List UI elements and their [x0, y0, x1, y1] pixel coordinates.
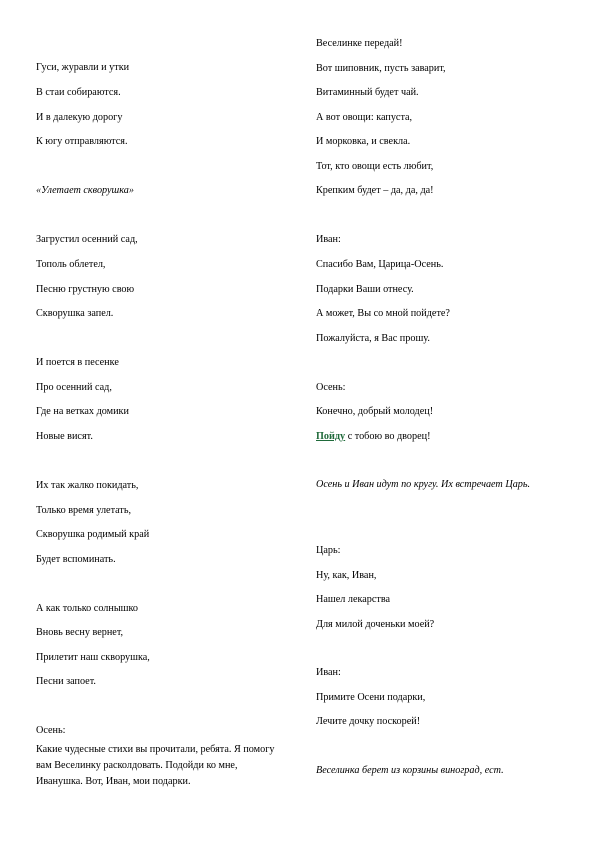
- poem-line: Тот, кто овощи есть любит,: [316, 161, 434, 172]
- link-poidu[interactable]: Пойду: [316, 431, 346, 442]
- poem-line: И поется в песенке: [36, 357, 119, 368]
- poem-line: Где на ветках домики: [36, 406, 129, 417]
- poem-line: Скворушка запел.: [36, 308, 114, 319]
- poem-line: Скворушка родимый край: [36, 529, 150, 540]
- poem-line: Примите Осени подарки,: [316, 692, 426, 703]
- poem-line: Для милой доченьки моей?: [316, 619, 435, 630]
- speaker-label: Осень:: [36, 725, 66, 736]
- poem-line: Их так жалко покидать,: [36, 480, 139, 491]
- poem-line: Крепким будет – да, да, да!: [316, 185, 434, 196]
- poem-line: Песню грустную свою: [36, 284, 135, 295]
- poem-line: Будет вспоминать.: [36, 554, 116, 565]
- poem-line-rest: с тобою во дворец!: [345, 431, 431, 442]
- poem-line: Вот шиповник, пусть заварит,: [316, 63, 446, 74]
- poem-title: «Улетает скворушка»: [36, 185, 134, 196]
- poem-line: Пожалуйста, я Вас прошу.: [316, 333, 430, 344]
- poem-line: Витаминный будет чай.: [316, 87, 419, 98]
- poem-line-with-link: [316, 431, 430, 443]
- poem-line: Про осенний сад,: [36, 382, 112, 393]
- poem-line: Нашел лекарства: [316, 594, 391, 605]
- poem-line: Песни запоет.: [36, 676, 96, 687]
- poem-line: Только время улетать,: [36, 505, 132, 516]
- poem-line: Веселинке передай!: [316, 38, 403, 49]
- poem-line: Тополь облетел,: [36, 259, 106, 270]
- speaker-label: Иван:: [316, 667, 341, 678]
- poem-line: А как только солнышко: [36, 603, 139, 614]
- poem-line: Подарки Ваши отнесу.: [316, 284, 414, 295]
- speaker-label: Царь:: [316, 545, 341, 556]
- poem-line: В стаи собираются.: [36, 87, 121, 98]
- poem-line: А вот овощи: капуста,: [316, 112, 413, 123]
- speaker-label: Осень:: [316, 382, 346, 393]
- speech-paragraph: Какие чудесные стихи вы прочитали, ребята. Я помогу вам Веселинку расколдовать. Подойди ко мне, Иванушка. Вот, Иван, мои подарки.: [36, 744, 275, 787]
- poem-line: Спасибо Вам, Царица-Осень.: [316, 259, 444, 270]
- poem-line: Загрустил осенний сад,: [36, 234, 138, 245]
- poem-line: И морковка, и свекла.: [316, 136, 411, 147]
- stage-direction: Осень и Иван идут по кругу. Их встречает Царь.: [316, 479, 531, 490]
- poem-line: Вновь весну вернет,: [36, 627, 124, 638]
- poem-line: И в далекую дорогу: [36, 112, 123, 123]
- stage-direction: Веселинка берет из корзины виноград, ест.: [316, 765, 504, 776]
- poem-line: А может, Вы со мной пойдете?: [316, 308, 450, 319]
- poem-line: Новые висят.: [36, 431, 93, 442]
- poem-line: Гуси, журавли и утки: [36, 62, 130, 73]
- poem-line: Прилетит наш скворушка,: [36, 652, 150, 663]
- poem-line: Конечно, добрый молодец!: [316, 406, 434, 417]
- poem-line: Ну, как, Иван,: [316, 570, 377, 581]
- speaker-label: Иван:: [316, 234, 341, 245]
- poem-line: Лечите дочку поскорей!: [316, 716, 421, 727]
- poem-line: К югу отправляются.: [36, 136, 128, 147]
